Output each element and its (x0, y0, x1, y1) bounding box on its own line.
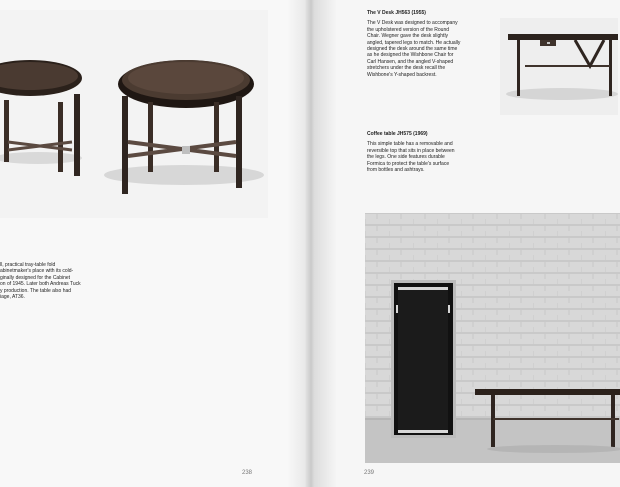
coffee-table-title: Coffee table JH575 (1969) (367, 131, 428, 137)
v-desk-line: designed the desk around the same time (367, 46, 458, 53)
v-desk-line: Wishbone's Y-shaped backrest. (367, 71, 437, 78)
left-page (0, 0, 306, 487)
v-desk-line: Carl Hansen, and the angled V-shaped (367, 58, 454, 65)
book-gutter-shadow (287, 0, 337, 487)
coffee-table-caption (367, 131, 487, 173)
coffee-table-photo (365, 213, 620, 463)
v-desk-line: The V Desk was designed to accompany (367, 20, 458, 27)
coffee-table-illustration (365, 213, 620, 463)
v-desk-line: as he designed the Wishbone Chair for (367, 52, 454, 59)
tray-tables-illustration (0, 10, 268, 218)
tray-table-caption-line: on of 1945. Later both Andreas Tuck (0, 281, 81, 288)
coffee-table-line: Formica to protect the table's surface (367, 160, 450, 167)
coffee-table-line: from bottles and ashtrays. (367, 167, 425, 174)
v-desk-caption (367, 10, 487, 78)
tray-table-caption-line: ll, practical tray-table fold (0, 262, 56, 268)
tray-table-caption-line: y production. The table also had (0, 287, 72, 294)
right-page (306, 0, 620, 487)
v-desk-illustration (500, 18, 618, 115)
coffee-table-line: reversible top that sits in place between (367, 147, 455, 154)
v-desk-line: Chair. Wegner gave the desk slightly (367, 33, 449, 40)
v-desk-line: stretchers under the desk recall the (367, 65, 446, 72)
v-desk-line: angled, tapered legs to match. He actually (367, 39, 461, 46)
tray-table-caption-line: iage, AT36. (0, 294, 25, 301)
tray-tables-photo (0, 10, 268, 218)
page-number-left: 238 (242, 470, 253, 476)
tray-table-caption (0, 262, 120, 300)
coffee-table-line: the legs. One side features durable (367, 154, 445, 161)
v-desk-title: The V Desk JH563 (1955) (367, 10, 426, 16)
v-desk-line: the upholstered version of the Round (367, 26, 449, 33)
v-desk-photo (500, 18, 618, 115)
tray-table-caption-line: ginally designed for the Cabinet (0, 274, 71, 281)
coffee-table-line: This simple table has a removable and (367, 141, 453, 148)
page-number-right: 239 (364, 470, 375, 476)
tray-table-caption-line: abinetmaker's place with its cold- (0, 268, 74, 275)
